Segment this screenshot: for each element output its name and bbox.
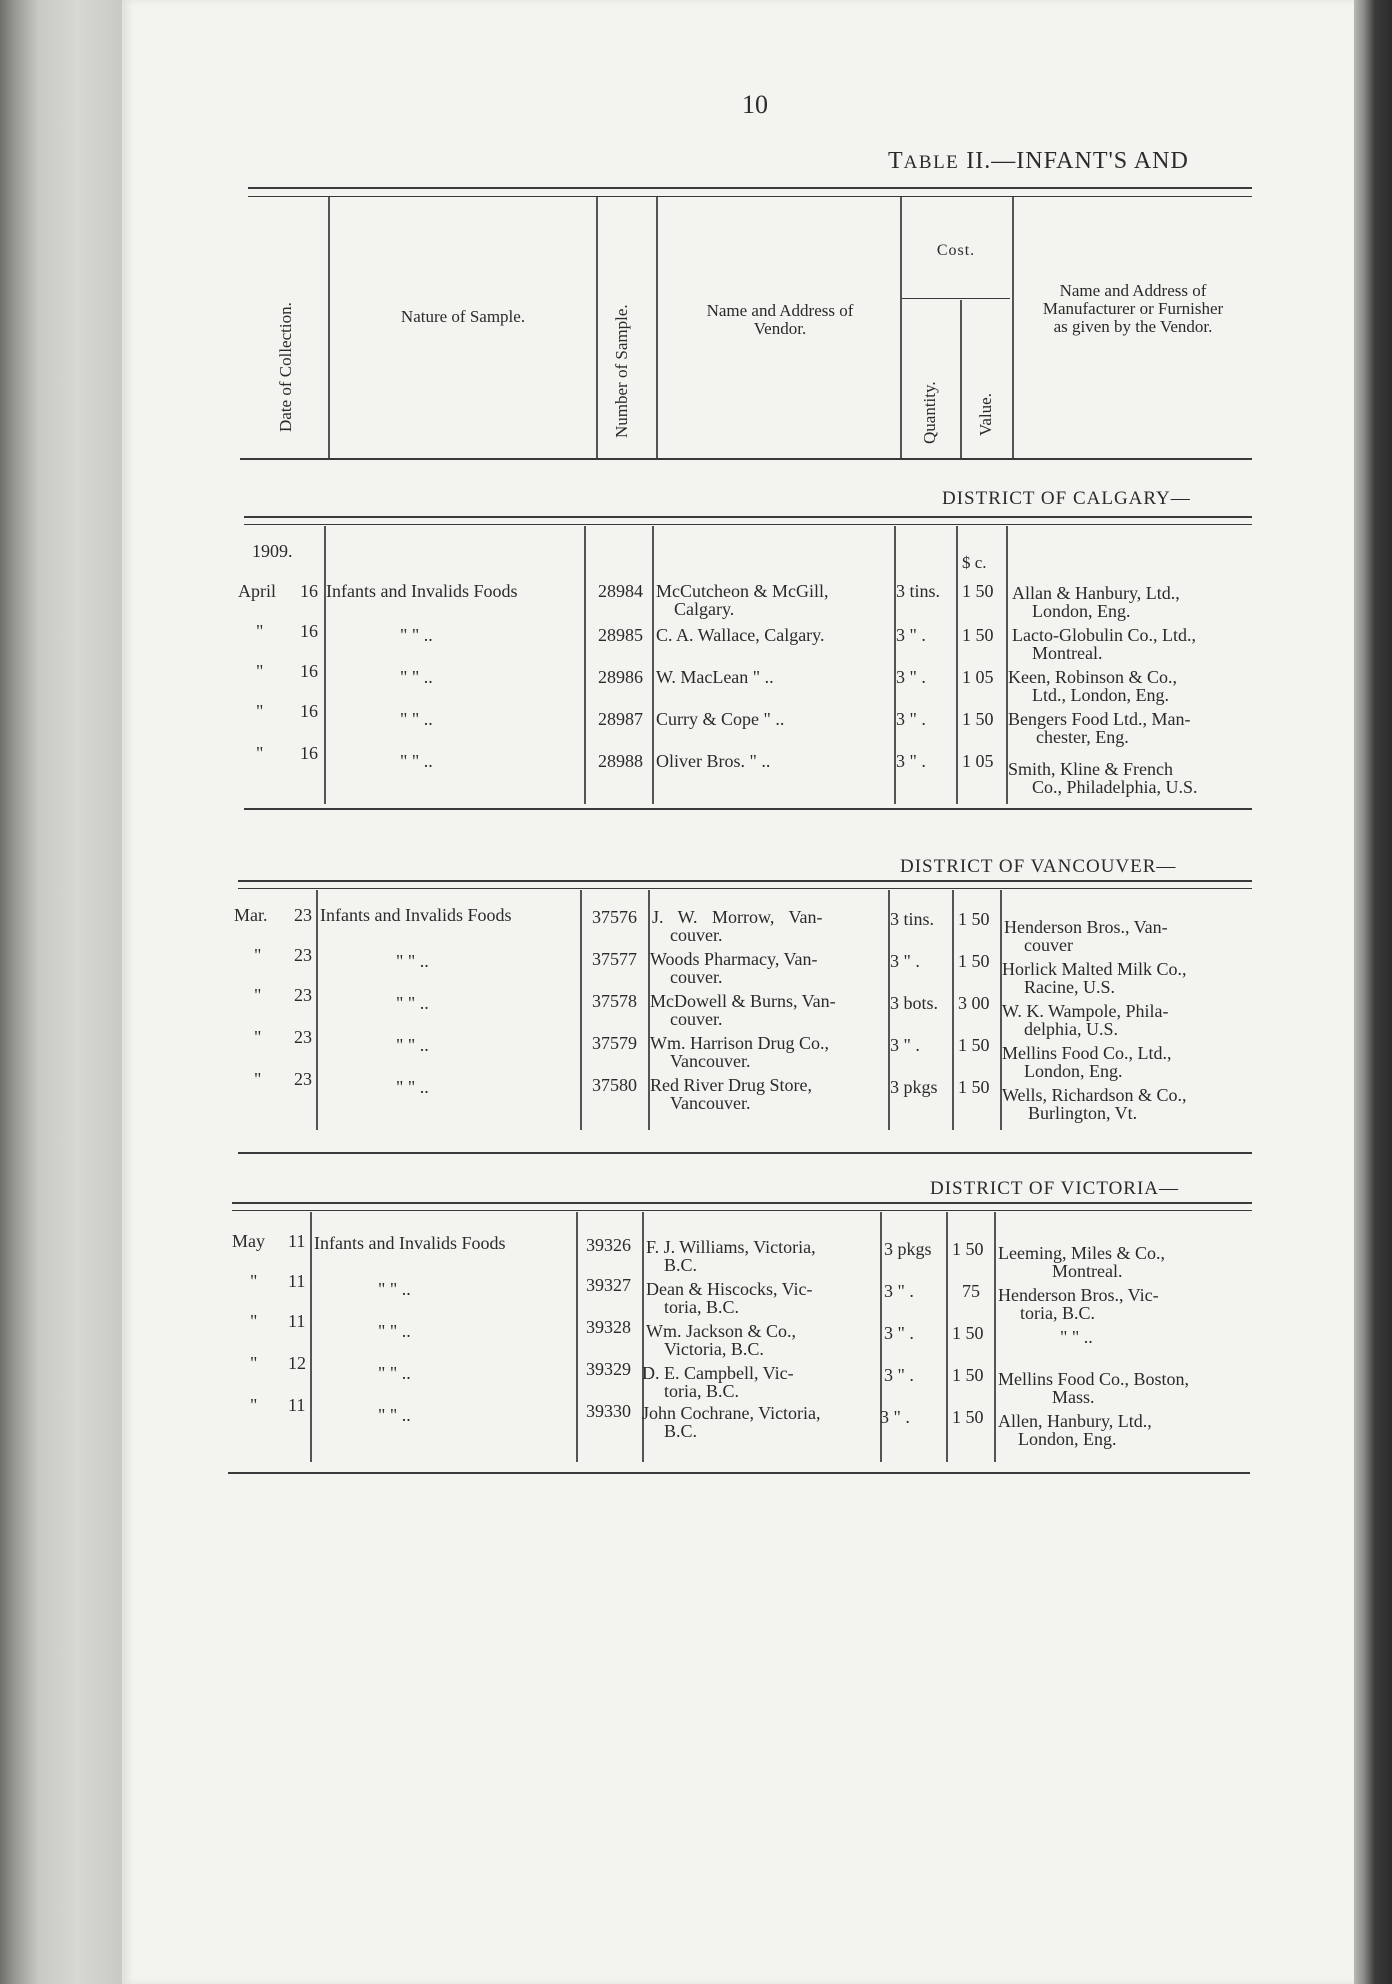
- row-value: 1 05: [962, 667, 994, 687]
- col-rule: [642, 1212, 644, 1462]
- row-mfr-line1: Henderson Bros., Vic-: [998, 1285, 1159, 1305]
- row-mfr-line1: Wells, Richardson & Co.,: [1002, 1085, 1187, 1105]
- row-mfr-line1: Allan & Hanbury, Ltd.,: [1012, 583, 1180, 603]
- row-month: ": [256, 661, 264, 681]
- row-number: 28988: [598, 751, 643, 771]
- row-value: 1 50: [958, 909, 990, 929]
- row-vendor-line2: B.C.: [664, 1255, 698, 1275]
- row-vendor-line1: Dean & Hiscocks, Vic-: [646, 1279, 813, 1299]
- row-mfr-line2: Burlington, Vt.: [1028, 1103, 1138, 1123]
- section-top-rule: [232, 1202, 1252, 1204]
- row-day: 23: [294, 1069, 312, 1089]
- row-mfr-line1: Lacto-Globulin Co., Ltd.,: [1012, 625, 1196, 645]
- row-vendor-line2: couver.: [670, 1009, 723, 1029]
- row-nature: " " ..: [400, 709, 433, 729]
- col-rule: [324, 526, 326, 804]
- row-quantity: 3 " .: [896, 667, 926, 687]
- row-quantity: 3 tins.: [890, 909, 935, 929]
- row-nature: " " ..: [378, 1321, 411, 1341]
- row-value: 1 50: [962, 709, 994, 729]
- row-mfr-line1: Leeming, Miles & Co.,: [998, 1243, 1165, 1263]
- row-nature: " " ..: [400, 751, 433, 771]
- header-vrule: [900, 197, 902, 458]
- row-mfr-line1: Bengers Food Ltd., Man-: [1008, 709, 1191, 729]
- col-rule: [994, 1212, 996, 1462]
- header-value: Value.: [976, 393, 995, 436]
- row-month: ": [254, 985, 262, 1005]
- row-number: 37580: [592, 1075, 637, 1095]
- row-vendor-line1: McDowell & Burns, Van-: [650, 991, 836, 1011]
- header-vrule: [328, 197, 330, 458]
- row-day: 16: [300, 661, 318, 681]
- row-vendor-line1: Wm. Harrison Drug Co.,: [650, 1033, 829, 1053]
- row-nature: " " ..: [400, 667, 433, 687]
- header-vendor: Name and Address of Vendor.: [706, 301, 854, 338]
- row-vendor-line1: Wm. Jackson & Co.,: [646, 1321, 796, 1341]
- row-day: 16: [300, 743, 318, 763]
- row-vendor-line2: couver.: [670, 925, 723, 945]
- row-value: 1 50: [958, 951, 990, 971]
- section-bottom-rule: [228, 1472, 1250, 1474]
- row-quantity: 3 pkgs: [884, 1239, 932, 1259]
- row-nature: " " ..: [396, 1077, 429, 1097]
- row-mfr-line1: Mellins Food Co., Ltd.,: [1002, 1043, 1172, 1063]
- book-edge-right: [1354, 0, 1392, 1984]
- row-month: ": [254, 1027, 262, 1047]
- title-prefix: T: [888, 148, 904, 174]
- header-top-rule: [248, 187, 1252, 189]
- row-vendor-line2: Victoria, B.C.: [664, 1339, 764, 1359]
- row-value: 1 50: [958, 1077, 990, 1097]
- row-nature: " " ..: [378, 1279, 411, 1299]
- section-bottom-rule: [244, 808, 1252, 810]
- row-day: 23: [294, 945, 312, 965]
- row-mfr-line2: London, Eng.: [1018, 1429, 1117, 1449]
- title-rest: II.—INFANT'S AND: [959, 148, 1189, 174]
- row-quantity: 3 " .: [896, 751, 926, 771]
- row-value: 1 50: [952, 1365, 984, 1385]
- row-number: 37576: [592, 907, 637, 927]
- row-quantity: 3 " .: [884, 1323, 914, 1343]
- row-nature: Infants and Invalids Foods: [320, 905, 512, 925]
- row-number: 28986: [598, 667, 643, 687]
- row-nature: Infants and Invalids Foods: [314, 1233, 506, 1253]
- book-spine-left: [0, 0, 128, 1984]
- header-date-of-collection: Date of Collection.: [276, 302, 295, 432]
- row-mfr-line1: " " ..: [1060, 1327, 1093, 1347]
- row-day: 23: [294, 985, 312, 1005]
- title-prefix-smallcaps: ABLE: [903, 152, 960, 173]
- section-top-rule-2: [232, 1210, 1252, 1211]
- row-month: ": [254, 945, 262, 965]
- row-day: 16: [300, 621, 318, 641]
- section-top-rule: [238, 880, 1252, 882]
- row-mfr-line1: Mellins Food Co., Boston,: [998, 1369, 1190, 1389]
- row-vendor-line1: Oliver Bros. " ..: [656, 751, 771, 771]
- row-quantity: 3 " .: [890, 1035, 920, 1055]
- col-rule: [580, 890, 582, 1130]
- row-month: April: [238, 581, 276, 601]
- section-top-rule-2: [238, 888, 1252, 889]
- header-vrule: [656, 197, 658, 458]
- row-month: ": [256, 621, 264, 641]
- row-value: 75: [962, 1281, 980, 1301]
- row-number: 39329: [586, 1359, 631, 1379]
- row-day: 11: [288, 1271, 306, 1291]
- row-number: 37579: [592, 1033, 637, 1053]
- row-day: 11: [288, 1395, 306, 1415]
- row-nature: Infants and Invalids Foods: [326, 581, 518, 601]
- row-day: 11: [288, 1311, 306, 1331]
- header-manufacturer: Name and Address of Manufacturer or Furnisher as given by the Vendor.: [1042, 281, 1224, 336]
- header-vrule: [960, 300, 962, 458]
- header-vrule: [1012, 197, 1014, 458]
- row-month: ": [254, 1069, 262, 1089]
- row-vendor-line2: toria, B.C.: [664, 1297, 739, 1317]
- row-vendor-line1: Woods Pharmacy, Van-: [650, 949, 818, 969]
- row-number: 28985: [598, 625, 643, 645]
- row-mfr-line2: Co., Philadelphia, U.S.: [1032, 777, 1198, 797]
- row-day: 16: [300, 581, 318, 601]
- col-rule: [956, 526, 958, 804]
- row-quantity: 3 " .: [880, 1407, 910, 1427]
- row-value: 1 50: [962, 581, 994, 601]
- row-vendor-line1: McCutcheon & McGill,: [656, 581, 829, 601]
- row-vendor-line2: B.C.: [664, 1421, 698, 1441]
- currency-label: $ c.: [962, 553, 987, 572]
- header-vrule: [596, 197, 598, 458]
- row-mfr-line2: couver: [1024, 935, 1073, 955]
- col-rule: [946, 1212, 948, 1462]
- header-top-rule-2: [248, 196, 1252, 197]
- row-month: ": [250, 1395, 258, 1415]
- row-quantity: 3 pkgs: [890, 1077, 938, 1097]
- row-mfr-line2: Ltd., London, Eng.: [1032, 685, 1169, 705]
- district-heading: DISTRICT OF VANCOUVER—: [900, 856, 1177, 877]
- row-vendor-line1: Red River Drug Store,: [650, 1075, 812, 1095]
- row-month: Mar.: [234, 905, 268, 925]
- row-vendor-line1: C. A. Wallace, Calgary.: [656, 625, 825, 645]
- header-nature-of-sample: Nature of Sample.: [400, 307, 526, 326]
- row-vendor-line1: D. E. Campbell, Vic-: [642, 1363, 794, 1383]
- row-vendor-line1: W. MacLean " ..: [656, 667, 774, 687]
- col-rule: [316, 890, 318, 1130]
- row-value: 1 50: [958, 1035, 990, 1055]
- row-quantity: 3 " .: [896, 625, 926, 645]
- row-mfr-line2: London, Eng.: [1032, 601, 1131, 621]
- row-quantity: 3 " .: [890, 951, 920, 971]
- row-vendor-line1: John Cochrane, Victoria,: [642, 1403, 821, 1423]
- page-number: 10: [742, 90, 768, 119]
- row-mfr-line1: Henderson Bros., Van-: [1004, 917, 1168, 937]
- row-nature: " " ..: [378, 1363, 411, 1383]
- row-nature: " " ..: [396, 993, 429, 1013]
- row-day: 16: [300, 701, 318, 721]
- table-title: [888, 148, 1189, 175]
- row-value: 1 50: [952, 1407, 984, 1427]
- row-number: 39327: [586, 1275, 631, 1295]
- row-value: 1 50: [962, 625, 994, 645]
- row-vendor-line2: couver.: [670, 967, 723, 987]
- row-month: ": [250, 1311, 258, 1331]
- header-number-of-sample: Number of Sample.: [612, 304, 631, 438]
- row-mfr-line1: Horlick Malted Milk Co.,: [1002, 959, 1187, 979]
- row-quantity: 3 " .: [884, 1281, 914, 1301]
- section-top-rule-2: [244, 524, 1252, 525]
- row-mfr-line2: Mass.: [1052, 1387, 1095, 1407]
- col-rule: [952, 890, 954, 1130]
- row-mfr-line1: W. K. Wampole, Phila-: [1002, 1001, 1169, 1021]
- row-number: 39330: [586, 1401, 631, 1421]
- row-day: 23: [294, 1027, 312, 1047]
- row-number: 28984: [598, 581, 643, 601]
- row-vendor-line2: Vancouver.: [670, 1051, 751, 1071]
- col-rule: [584, 526, 586, 804]
- row-value: 3 00: [958, 993, 990, 1013]
- row-number: 39328: [586, 1317, 631, 1337]
- row-vendor-line1: F. J. Williams, Victoria,: [646, 1237, 816, 1257]
- row-mfr-line1: Smith, Kline & French: [1008, 759, 1173, 779]
- header-cost: Cost.: [936, 242, 976, 259]
- row-vendor-line1: Curry & Cope " ..: [656, 709, 785, 729]
- row-month: ": [250, 1271, 258, 1291]
- row-month: ": [250, 1353, 258, 1373]
- row-vendor-line2: Vancouver.: [670, 1093, 751, 1113]
- row-month: ": [256, 743, 264, 763]
- cost-rule: [902, 298, 1010, 299]
- row-mfr-line2: Racine, U.S.: [1024, 977, 1115, 997]
- row-value: 1 50: [952, 1323, 984, 1343]
- year-label: 1909.: [252, 541, 293, 561]
- row-mfr-line2: toria, B.C.: [1020, 1303, 1095, 1323]
- section-top-rule: [244, 516, 1252, 518]
- row-mfr-line2: Montreal.: [1052, 1261, 1123, 1281]
- row-value: 1 50: [952, 1239, 984, 1259]
- row-nature: " " ..: [396, 951, 429, 971]
- row-nature: " " ..: [400, 625, 433, 645]
- section-bottom-rule: [238, 1152, 1252, 1154]
- district-heading: DISTRICT OF VICTORIA—: [930, 1178, 1180, 1199]
- row-mfr-line2: chester, Eng.: [1036, 727, 1129, 747]
- row-mfr-line2: London, Eng.: [1024, 1061, 1123, 1081]
- row-vendor-line2: Calgary.: [674, 599, 735, 619]
- row-day: 12: [288, 1353, 306, 1373]
- row-value: 1 05: [962, 751, 994, 771]
- row-quantity: 3 tins.: [896, 581, 941, 601]
- row-day: 23: [294, 905, 312, 925]
- row-nature: " " ..: [378, 1405, 411, 1425]
- row-mfr-line2: delphia, U.S.: [1024, 1019, 1118, 1039]
- district-heading: DISTRICT OF CALGARY—: [942, 488, 1191, 509]
- row-day: 11: [288, 1231, 306, 1251]
- col-rule: [310, 1212, 312, 1462]
- row-number: 37578: [592, 991, 637, 1011]
- row-month: ": [256, 701, 264, 721]
- row-quantity: 3 bots.: [890, 993, 939, 1013]
- row-number: 28987: [598, 709, 643, 729]
- row-mfr-line1: Keen, Robinson & Co.,: [1008, 667, 1177, 687]
- row-vendor-line1: J. W. Morrow, Van-: [652, 907, 823, 927]
- row-month: May: [232, 1231, 265, 1251]
- row-number: 37577: [592, 949, 637, 969]
- row-quantity: 3 " .: [884, 1365, 914, 1385]
- col-rule: [576, 1212, 578, 1462]
- row-mfr-line1: Allen, Hanbury, Ltd.,: [998, 1411, 1152, 1431]
- header-bottom-rule: [240, 458, 1252, 460]
- col-rule: [652, 526, 654, 804]
- row-number: 39326: [586, 1235, 631, 1255]
- row-vendor-line2: toria, B.C.: [664, 1381, 739, 1401]
- header-quantity: Quantity.: [920, 381, 939, 444]
- row-quantity: 3 " .: [896, 709, 926, 729]
- row-mfr-line2: Montreal.: [1032, 643, 1103, 663]
- row-nature: " " ..: [396, 1035, 429, 1055]
